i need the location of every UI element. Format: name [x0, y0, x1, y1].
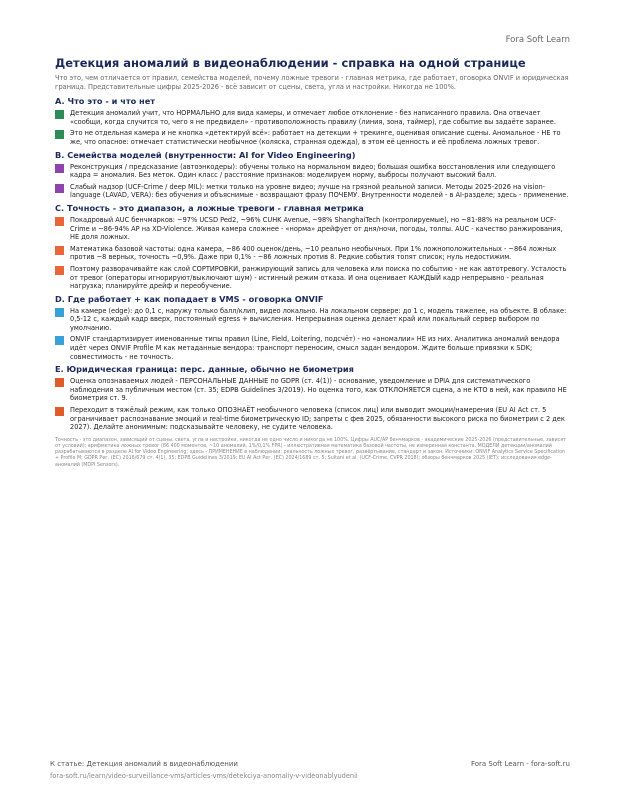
list-item [55, 163, 570, 180]
section-title-c: C. Точность - это диапазон, а ложные тревоги - главная метрика [55, 202, 364, 213]
article-url-link[interactable]: fora-soft.ru/learn/video-surveillance-vms/articles-vms/detekciya-anomaliy-v-videonablyudenii [50, 772, 358, 780]
square-bullet-icon [55, 130, 64, 139]
footnote: Точность - это диапазон, зависящий от сцены, света, угла и настройки, никогда не одно число и никогда не 100%. Цифры AUC/AP бенчмарков - академические 2025-2026 (представительные, зависят от условий); арифметика ложных тревог (86 400 моментов, ~10 аномалий, 1%/0,1% FPR) - иллюстративная математика базовой частоты, не измеренная константа. МОДЕЛИ детекции/аномалий разрабатываются в разделе AI for Video Engineering; здесь - ПРИМЕНЕНИЕ в наблюдении: реальность ложных тревог, развёртывание, стандарт и закон. Источники: ONVIF Analytics Service Specification + Profile M; GDPR Рег. (ЕС) 2016/679 ст. 4(1), 35; EDPB Guidelines 3/2019; EU AI Act Рег. (ЕС) 2024/1689 ст. 5; Sultani et al. (UCF-Crime, CVPR 2018); обзоры бенчмарков 2025 (IET); исследования edge-аномалий (MDPI Sensors). [55, 437, 566, 468]
list-item [55, 245, 570, 262]
list-item [55, 216, 570, 242]
square-bullet-icon [55, 308, 64, 317]
item-text: Это не отдельная камера и не кнопка «детектируй всё»: работает на детекции + трекинге, оценивая описание сцены. Аномальное - НЕ то же, что опасное: отмечает статистически необычное (коляска, странная одежда), в этом её ценность и её проблема ложных тревог. [70, 129, 561, 146]
brand-label: Fora Soft Learn [505, 35, 570, 45]
item-text: Реконструкция / предсказание (автоэнкодеры): обучены только на нормальном видео; большая ошибка восстановления или следующего кадра = аномалия. Без меток. Один класс / расстояние признаков: моделируем норму, выбросы получают высокий балл. [70, 162, 556, 180]
square-bullet-icon [55, 336, 64, 345]
section-b [55, 150, 570, 200]
section-d [55, 294, 570, 362]
item-text: Оценка опознаваемых людей - ПЕРСОНАЛЬНЫЕ ДАННЫЕ по GDPR (ст. 4(1)) - основание, уведомление и DPIA для систематического наблюдения за публичным местом (ст. 35; EDPB Guidelines 3/2019). Но оценка того, как ОТКЛОНЯЕТСЯ сцена, а не КТО в ней, как правило НЕ биометрия ст. 9. [70, 377, 567, 403]
section-c [55, 203, 570, 291]
item-text: Слабый надзор (UCF-Crime / deep MIL): метки только на уровне видео; лучше на грязной реальной записи. Методы 2025-2026 на vision-language (LAVAD, VERA): без обучения и объяснимые - возвращают фразу ПОЧЕМУ. Внутренности моделей - в AI-разделе; здесь - применение. [70, 182, 569, 200]
item-text: На камере (edge): до 0,1 с, наружу только балл/клип, видео локально. На локальном сервере: до 1 с, модель тяжелее, на объекте. В облаке: 0,5-12 с, каждый кадр вверх, постоянный egress + вычисления. Непрерывная оценка делает край или локальный сервер выбором по умолчанию. [70, 306, 567, 332]
square-bullet-icon [55, 217, 64, 226]
square-bullet-icon [55, 246, 64, 255]
cheat-sheet-content [55, 56, 570, 469]
section-title-a: A. Что это - и что нет [55, 96, 155, 107]
list-item [55, 265, 570, 291]
list-item [55, 377, 570, 403]
section-e [55, 364, 570, 432]
list-item [55, 335, 570, 361]
list-item [55, 307, 570, 333]
item-text: Детекция аномалий учит, что НОРМАЛЬНО для вида камеры, и отмечает любое отклонение - без написанного правила. Она отвечает «сообщи, когда случится то, чего я не предвидел» - противоположность правилу (линия, зона, таймер), где событие вы задаёте заранее. [70, 109, 556, 126]
page-title: Детекция аномалий в видеонаблюдении - справка на одной странице [55, 56, 526, 70]
list-item [55, 109, 570, 126]
square-bullet-icon [55, 164, 64, 173]
list-item [55, 129, 570, 146]
footer-brand: Fora Soft Learn - fora-soft.ru [470, 760, 570, 768]
square-bullet-icon [55, 407, 64, 416]
item-text: Поэтому разворачивайте как слой СОРТИРОВКИ, ранжирующий запись для человека или поиска по событию - не как автотревогу. Усталость от тревог (операторы игнорируют/выключают шум) - истинный режим отказа. И она оценивает КАЖДЫЙ кадр непрерывно - реальная нагрузка; планируйте дрейф и переобучение. [70, 264, 567, 291]
item-text: Математика базовой частоты: одна камера, ~86 400 оценок/день, ~10 реально необычных. При 1% ложноположительных - ~864 ложных против ~8 верных, точность ~0,9%. Даже при 0,1% - ~86 ложных против 8. Редкие события топят список; нуль недостижим. [70, 244, 557, 262]
page-subtitle: Что это, чем отличается от правил, семейства моделей, почему ложные тревоги - главная метрика, где работает, оговорка ONVIF и юридическая граница. Представительные цифры 2025-2026 - всё зависит от сцены, света, угла и настройки. Никогда не 100%. [55, 74, 569, 91]
article-backlink[interactable]: К статье: Детекция аномалий в видеонаблюдении [50, 760, 238, 768]
list-item [55, 406, 570, 432]
square-bullet-icon [55, 184, 64, 193]
square-bullet-icon [55, 110, 64, 119]
section-title-b: B. Семейства моделей (внутренности: AI for Video Engineering) [55, 149, 356, 160]
section-title-d: D. Где работает + как попадает в VMS - оговорка ONVIF [55, 293, 324, 304]
square-bullet-icon [55, 378, 64, 387]
item-text: Переходит в тяжёлый режим, как только ОПОЗНАЁТ необычного человека (список лиц) или выводит эмоции/намерения (EU AI Act ст. 5 ограничивает распознавание эмоций и real-time биометрическую ID; запреты с фев 2025, обязанности высокого риска по биометрии с 2 дек 2027). Делайте анонимным: подсказывайте человеку, не судите человека. [70, 406, 565, 432]
list-item [55, 183, 570, 200]
section-title-e: E. Юридическая граница: перс. данные, обычно не биометрия [55, 364, 354, 375]
section-a [55, 96, 570, 146]
item-text: ONVIF стандартизирует именованные типы правил (Line, Field, Loitering, подсчёт) - но «аномалии» НЕ из них. Аналитика аномалий вендора идёт через ONVIF Profile M как метаданные вендора: транспорт переносим, смысл задан вендором. Ждите больше привязки к SDK; совместимость - не точность. [70, 335, 560, 361]
item-text: Покадровый AUC бенчмарков: ~97% UCSD Ped2, ~96% CUHK Avenue, ~98% ShanghaiTech (контролируемые), но ~81-88% на реальном UCF-Crime и ~86-94% AP на XD-Violence. Живая камера сложнее - «норма» дрейфует от дня/ночи, погоды, толпы. AUC - качество ранжирования, НЕ доля ложных. [70, 215, 563, 242]
square-bullet-icon [55, 266, 64, 275]
